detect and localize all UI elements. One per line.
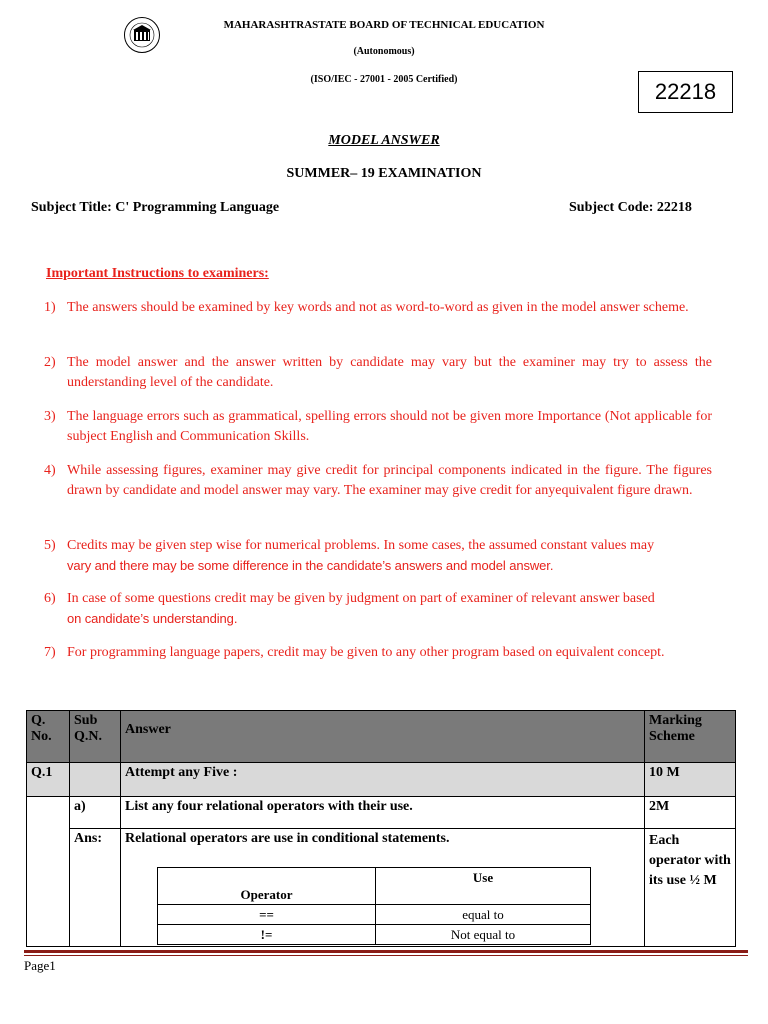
- instruction-item: 4) While assessing figures, examiner may give credit for principal components indicated in the figure. The figures drawn by candidate and model answer may vary. The examiner may give credit for anyequivalent figure drawn.: [44, 463, 712, 498]
- operator-symbol: !=: [158, 925, 376, 945]
- operator-header-row: [158, 868, 591, 905]
- instruction-item: 5) Credits may be given step wise for numerical problems. In some cases, the assumed constant values may vary and there may be some difference in the candidate’s answers and model answer.: [44, 538, 655, 573]
- q1a-label: a): [70, 797, 121, 829]
- q1-marks: 10 M: [645, 763, 736, 797]
- subject-code-box: 22218: [638, 71, 733, 113]
- page-number: Page1: [24, 958, 56, 973]
- instruction-item: 1) The answers should be examined by key words and not as word-to-word as given in the model answer scheme.: [44, 300, 689, 315]
- q1-number: Q.1: [27, 763, 70, 797]
- ans-text: Relational operators are use in conditional statements.: [121, 829, 645, 947]
- table-header-row: [27, 711, 736, 763]
- ans-marks: Each operator with its use ½ M: [645, 829, 736, 947]
- instructions-heading: Important Instructions to examiners:: [46, 266, 269, 281]
- ans-label: Ans:: [70, 829, 121, 947]
- operator-row: [158, 905, 591, 925]
- q1a-marks: 2M: [645, 797, 736, 829]
- q1a-question: List any four relational operators with their use.: [121, 797, 645, 829]
- footer-rule-thin: [24, 955, 748, 956]
- subject-code: Subject Code: 22218: [569, 200, 692, 215]
- header-marking: Marking Scheme: [645, 711, 736, 763]
- table-row: [27, 763, 736, 797]
- table-row: [27, 797, 736, 829]
- instruction-item: 3) The language errors such as grammatical, spelling errors should not be given more Importance (Not applicable for subject English and Communication Skills.: [44, 409, 712, 444]
- exam-title: SUMMER– 19 EXAMINATION: [286, 166, 482, 181]
- footer-rule: [24, 950, 748, 953]
- q1-instruction: Attempt any Five :: [121, 763, 645, 797]
- operator-heading: Operator: [158, 868, 376, 905]
- instruction-item: 7) For programming language papers, credit may be given to any other program based on equivalent concept.: [44, 645, 665, 660]
- subject-title: Subject Title: C' Programming Language: [31, 200, 280, 215]
- instruction-item: 6) In case of some questions credit may be given by judgment on part of examiner of relevant answer based on candidate’s understanding.: [44, 591, 655, 626]
- autonomous-label: (Autonomous): [353, 46, 415, 57]
- operator-symbol: ==: [158, 905, 376, 925]
- board-name: MAHARASHTRASTATE BOARD OF TECHNICAL EDUCATION: [223, 19, 545, 31]
- header-subqn: Sub Q.N.: [70, 711, 121, 763]
- instruction-item: 2) The model answer and the answer written by candidate may vary but the examiner may try to assess the understanding level of the candidate.: [44, 355, 712, 390]
- header-answer: Answer: [121, 711, 645, 763]
- use-heading: Use: [376, 868, 591, 905]
- operator-use: equal to: [376, 905, 591, 925]
- operator-use: Not equal to: [376, 925, 591, 945]
- operator-row: [158, 925, 591, 945]
- iso-label: (ISO/IEC - 27001 - 2005 Certified): [310, 74, 458, 85]
- header-qno: Q. No.: [27, 711, 70, 763]
- model-answer-title: MODEL ANSWER: [328, 133, 440, 148]
- operator-table: [157, 867, 591, 945]
